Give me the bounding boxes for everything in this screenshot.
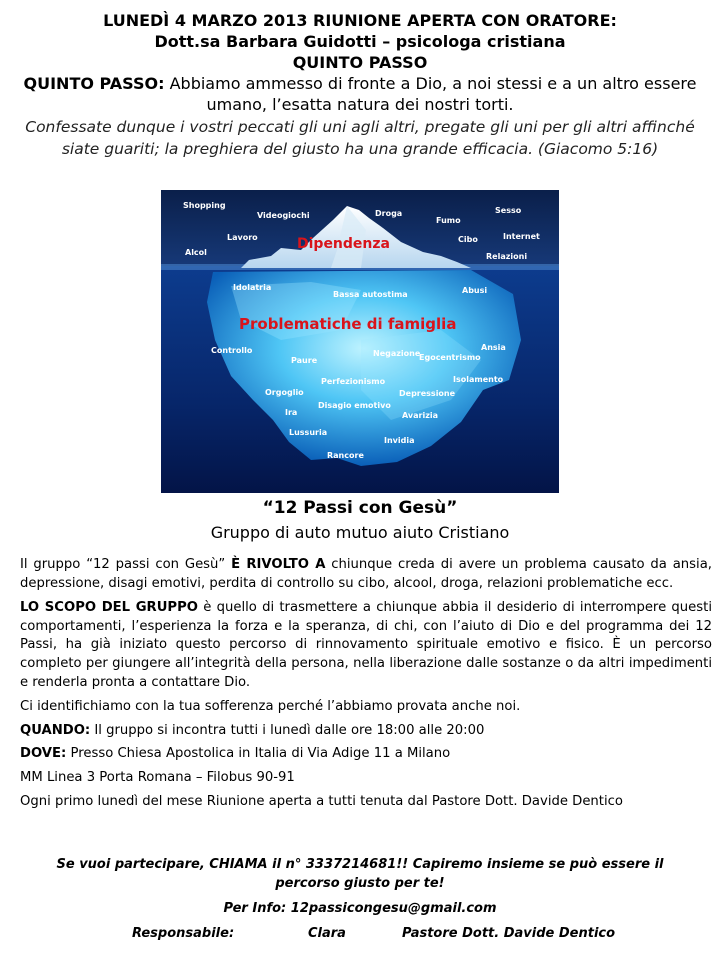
word-egocentrismo: Egocentrismo — [419, 353, 481, 362]
speaker-line: Dott.sa Barbara Guidotti – psicologa cristiana — [154, 32, 566, 51]
word-internet: Internet — [503, 232, 540, 241]
responsible-label: Responsabile: — [132, 926, 235, 941]
paragraph-monthly: Ogni primo lunedì del mese Riunione aperta a tutti tenuta dal Pastore Dott. Davide Dentico — [20, 793, 623, 809]
word-orgoglio: Orgoglio — [265, 388, 304, 397]
label-dipendenza: Dipendenza — [297, 236, 390, 252]
word-negazione: Negazione — [373, 349, 421, 358]
word-relazioni: Relazioni — [486, 252, 528, 261]
call-to-action: Se vuoi partecipare, CHIAMA il n° 3337214681!! Capiremo insieme se può essere il percorso giusto per te! — [56, 857, 664, 891]
responsible-pastor: Pastore Dott. Davide Dentico — [402, 926, 616, 941]
bible-verse: Confessate dunque i vostri peccati gli uni agli altri, pregate gli uni per gli altri affinché siate guariti; la preghiera del giusto ha una grande efficacia. (Giacomo 5:16) — [25, 118, 695, 158]
word-depressione: Depressione — [399, 389, 456, 398]
word-ansia: Ansia — [481, 343, 506, 352]
label-problematiche: Problematiche di famiglia — [239, 315, 457, 333]
word-rancore: Rancore — [327, 451, 364, 460]
step-title: QUINTO PASSO — [292, 53, 428, 72]
paragraph-metro: MM Linea 3 Porta Romana – Filobus 90-91 — [20, 769, 295, 785]
word-bassa-autostima: Bassa autostima — [333, 290, 408, 299]
word-sesso: Sesso — [495, 206, 522, 215]
header — [0, 10, 720, 160]
word-cibo: Cibo — [458, 235, 478, 244]
word-isolamento: Isolamento — [453, 375, 504, 384]
word-ira: Ira — [285, 408, 298, 417]
step-label: QUINTO PASSO: — [23, 74, 165, 93]
word-idolatria: Idolatria — [233, 283, 272, 292]
paragraph-purpose: LO SCOPO DEL GRUPPO è quello di trasmettere a chiunque abbia il desiderio di interrompere questi comportamenti, l’esperienza la forza e la speranza, di chi, con l’aiuto di Dio e del programma dei 12 Passi, ha già iniziato questo percorso di rinnovamento spirituale emotivo e fisico. È un percorso completo per giungere all’integrità della persona, nella liberazione dalle sostanze o da altri impedimenti e renderla pronta a contattare Dio. — [20, 600, 712, 690]
word-abusi: Abusi — [462, 286, 488, 295]
iceberg-image — [161, 190, 559, 493]
word-shopping: Shopping — [183, 201, 226, 210]
word-paure: Paure — [291, 356, 318, 365]
group-subtitle: Gruppo di auto mutuo aiuto Cristiano — [210, 523, 510, 542]
word-perfezionismo: Perfezionismo — [321, 377, 386, 386]
word-disagio-emotivo: Disagio emotivo — [318, 401, 391, 410]
word-controllo: Controllo — [211, 346, 253, 355]
word-lussuria: Lussuria — [289, 428, 328, 437]
responsible-clara: Clara — [308, 926, 346, 941]
paragraph-where: DOVE: Presso Chiesa Apostolica in Italia di Via Adige 11 a Milano — [20, 746, 451, 762]
step-text: Abbiamo ammesso di fronte a Dio, a noi stessi e a un altro essere umano, l’esatta natura dei nostri torti. — [169, 74, 697, 114]
word-videogiochi: Videogiochi — [257, 211, 310, 220]
word-avarizia: Avarizia — [402, 411, 439, 420]
word-alcol: Alcol — [185, 248, 207, 257]
responsible-line — [0, 924, 720, 943]
event-title: LUNEDÌ 4 MARZO 2013 RIUNIONE APERTA CON ORATORE: — [103, 11, 617, 30]
step-description — [0, 73, 720, 115]
paragraph-when: QUANDO: Il gruppo si incontra tutti i lunedì dalle ore 18:00 alle 20:00 — [20, 722, 485, 738]
paragraph-target: Il gruppo “12 passi con Gesù” È RIVOLTO A chiunque creda di avere un problema causato da ansia, depressione, disagi emotivi, perdita di controllo su cibo, alcool, droga, relazioni problematiche ecc. — [20, 557, 712, 591]
body-text — [20, 556, 712, 816]
group-title: “12 Passi con Gesù” — [262, 498, 458, 518]
footer — [0, 855, 720, 943]
word-lavoro: Lavoro — [227, 233, 258, 242]
contact-email[interactable]: Per Info: 12passicongesu@gmail.com — [223, 901, 497, 916]
word-fumo: Fumo — [436, 216, 461, 225]
paragraph-identify: Ci identifichiamo con la tua sofferenza perché l’abbiamo provata anche noi. — [20, 699, 521, 715]
word-invidia: Invidia — [384, 436, 415, 445]
word-droga: Droga — [375, 209, 403, 218]
